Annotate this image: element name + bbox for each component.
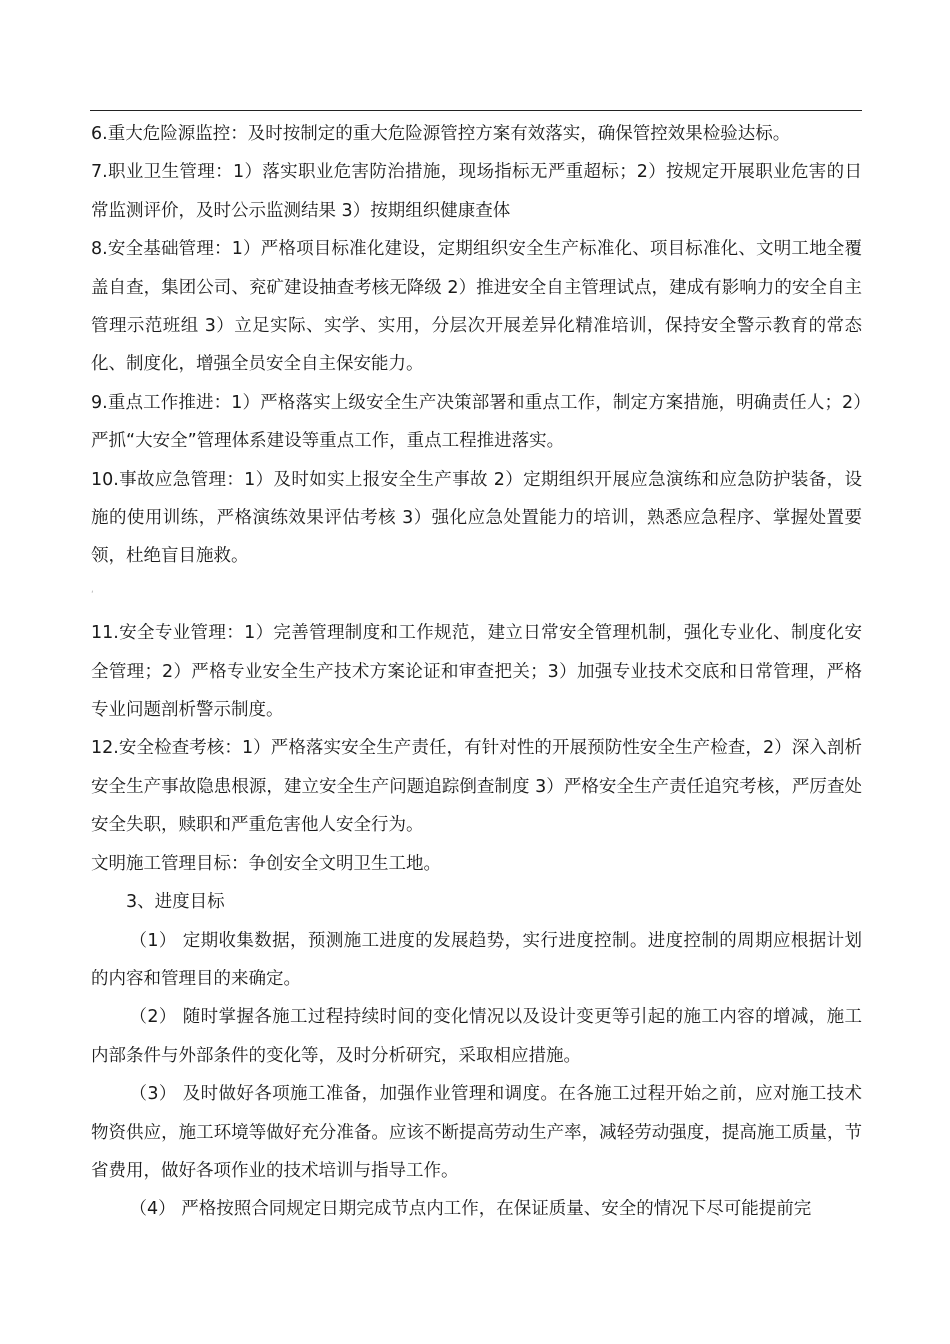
section-heading-progress: 3、进度目标: [126, 892, 225, 913]
header-rule: [90, 110, 862, 111]
document-body: [91, 115, 862, 1229]
paragraph-item-7: 7.职业卫生管理：1）落实职业危害防治措施，现场指标无严重超标；2）按规定开展职业危害的日常监测评价，及时公示监测结果 3）按期组织健康查体: [91, 162, 862, 221]
paragraph-item-9: 9.重点工作推进：1）严格落实上级安全生产决策部署和重点工作，制定方案措施，明确责任人；2）严抓“大安全”管理体系建设等重点工作，重点工程推进落实。: [91, 392, 862, 452]
paragraph-progress-4: （4） 严格按照合同规定日期完成节点内工作，在保证质量、安全的情况下尽可能提前完: [129, 1199, 812, 1220]
paragraph-item-12: 12.安全检查考核：1）严格落实安全生产责任，有针对性的开展预防性安全生产检查，2）深入剖析安全生产事故隐患根源，建立安全生产问题追踪倒查制度 3）严格安全生产责任追究考核，严厉查处安全失职，赎职和严重危害他人安全行为。: [91, 738, 862, 836]
stray-mark: ‘: [91, 589, 94, 600]
paragraph-progress-3: （3） 及时做好各项施工准备，加强作业管理和调度。在各施工过程开始之前，应对施工技术物资供应，施工环境等做好充分准备。应该不断提高劳动生产率，减轻劳动强度，提高施工质量，节省费用，做好各项作业的技术培训与指导工作。: [91, 1084, 862, 1181]
paragraph-item-6: 6.重大危险源监控：及时按制定的重大危险源管控方案有效落实，确保管控效果检验达标。: [91, 124, 791, 144]
paragraph-civilized-goal: 文明施工管理目标：争创安全文明卫生工地。: [91, 853, 441, 874]
paragraph-item-10: 10.事故应急管理：1）及时如实上报安全生产事故 2）定期组织开展应急演练和应急防护装备，设施的使用训练，严格演练效果评估考核 3）强化应急处置能力的培训，熟悉应急程序、掌握处置要领，杜绝盲目施救。: [91, 469, 862, 567]
paragraph-item-8: 8.安全基础管理：1）严格项目标准化建设，定期组织安全生产标准化、项目标准化、文明工地全覆盖自查，集团公司、兖矿建设抽查考核无降级 2）推进安全自主管理试点，建成有影响力的安全自主管理示范班组 3）立足实际、实学、实用，分层次开展差异化精准培训，保持安全警示教育的常态化、制度化，增强全员安全自主保安能力。: [91, 239, 862, 375]
paragraph-item-11: 11.安全专业管理：1）完善管理制度和工作规范，建立日常安全管理机制，强化专业化、制度化安全管理；2）严格专业安全生产技术方案论证和审查把关；3）加强专业技术交底和日常管理，严格专业问题剖析警示制度。: [91, 623, 862, 721]
paragraph-progress-1: （1） 定期收集数据，预测施工进度的发展趋势，实行进度控制。进度控制的周期应根据计划的内容和管理目的来确定。: [91, 930, 862, 989]
paragraph-progress-2: （2） 随时掌握各施工过程持续时间的变化情况以及设计变更等引起的施工内容的增减，施工内部条件与外部条件的变化等，及时分析研究，采取相应措施。: [91, 1007, 862, 1066]
